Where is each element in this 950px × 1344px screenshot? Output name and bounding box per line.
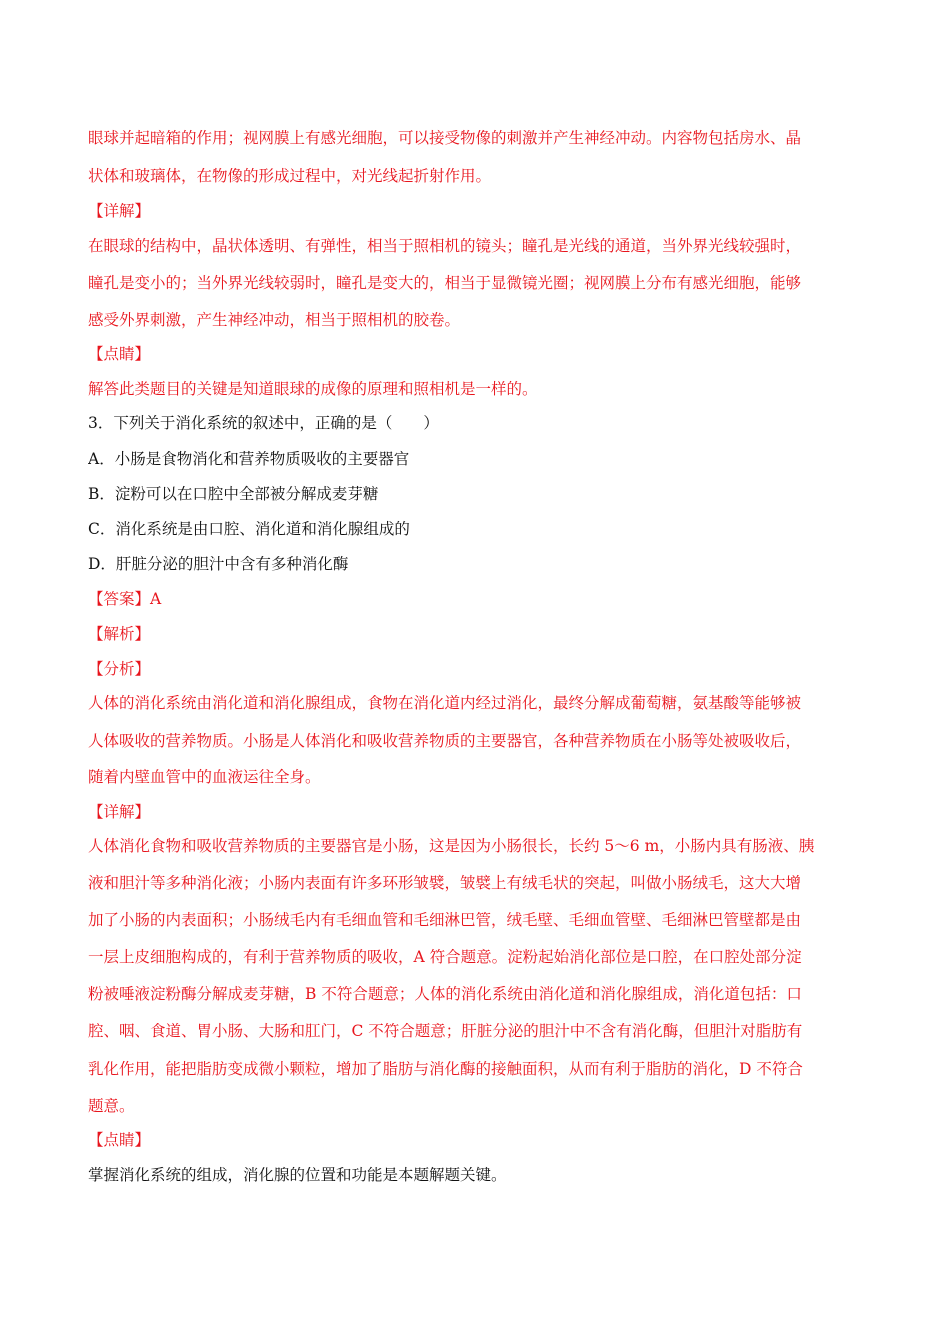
detail2-text-line-2: 液和胆汁等多种消化液；小肠内表面有许多环形皱襞，皱襞上有绒毛状的突起，叫做小肠绒毛，这大大增: [88, 874, 802, 892]
analysis2-text-line-3: 随着内壁血管中的血液运往全身。: [88, 768, 321, 786]
detail2-text-line-5: 粉被唾液淀粉酶分解成麦芽糖，B 不符合题意；人体的消化系统由消化道和消化腺组成，消化道包括：口: [88, 985, 802, 1003]
detail2-text-line-1: 人体消化食物和吸收营养物质的主要器官是小肠，这是因为小肠很长，长约 5～6 m，小肠内具有肠液、胰: [88, 837, 815, 855]
detail-text-line-3: 感受外界刺激，产生神经冲动，相当于照相机的胶卷。: [88, 311, 461, 329]
section-heading-tip: 【点睛】: [88, 345, 151, 363]
option-b: B．淀粉可以在口腔中全部被分解成麦芽糖: [88, 485, 379, 503]
option-c: C．消化系统是由口腔、消化道和消化腺组成的: [88, 520, 410, 538]
analysis2-text-line-1: 人体的消化系统由消化道和消化腺组成，食物在消化道内经过消化，最终分解成葡萄糖，氨基酸等能够被: [88, 694, 802, 712]
section-heading-tip-2: 【点睛】: [88, 1131, 151, 1149]
detail2-text-line-3: 加了小肠的内表面积；小肠绒毛内有毛细血管和毛细淋巴管，绒毛壁、毛细血管壁、毛细淋巴管壁都是由: [88, 911, 802, 929]
detail2-text-line-6: 腔、咽、食道、胃小肠、大肠和肛门，C 不符合题意；肝脏分泌的胆汁中不含有消化酶，但胆汁对脂肪有: [88, 1022, 803, 1040]
question-stem: 3．下列关于消化系统的叙述中，正确的是（ ）: [88, 414, 439, 432]
answer-line: 【答案】A: [88, 590, 162, 608]
section-heading-explanation: 【解析】: [88, 625, 151, 643]
detail-text-line-1: 在眼球的结构中，晶状体透明、有弹性，相当于照相机的镜头；瞳孔是光线的通道，当外界光线较强时，: [88, 237, 802, 255]
tip2-text-line-1: 掌握消化系统的组成，消化腺的位置和功能是本题解题关键。: [88, 1166, 507, 1184]
detail2-text-line-8: 题意。: [88, 1097, 135, 1115]
analysis-text-line-1: 眼球并起暗箱的作用；视网膜上有感光细胞，可以接受物像的刺激并产生神经冲动。内容物包括房水、晶: [88, 129, 802, 147]
section-heading-detail: 【详解】: [88, 202, 151, 220]
detail-text-line-2: 瞳孔是变小的；当外界光线较弱时，瞳孔是变大的，相当于显微镜光圈；视网膜上分布有感光细胞，能够: [88, 274, 802, 292]
analysis-text-line-2: 状体和玻璃体，在物像的形成过程中，对光线起折射作用。: [88, 167, 492, 185]
section-heading-detail-2: 【详解】: [88, 803, 151, 821]
option-a: A．小肠是食物消化和营养物质吸收的主要器官: [88, 450, 410, 468]
option-d: D．肝脏分泌的胆汁中含有多种消化酶: [88, 555, 349, 573]
tip-text-line-1: 解答此类题目的关键是知道眼球的成像的原理和照相机是一样的。: [88, 380, 538, 398]
analysis2-text-line-2: 人体吸收的营养物质。小肠是人体消化和吸收营养物质的主要器官，各种营养物质在小肠等处被吸收后，: [88, 732, 802, 750]
detail2-text-line-4: 一层上皮细胞构成的，有利于营养物质的吸收，A 符合题意。淀粉起始消化部位是口腔，在口腔处部分淀: [88, 948, 802, 966]
section-heading-analysis: 【分析】: [88, 660, 151, 678]
detail2-text-line-7: 乳化作用，能把脂肪变成微小颗粒，增加了脂肪与消化酶的接触面积，从而有利于脂肪的消化，D 不符合: [88, 1060, 803, 1078]
